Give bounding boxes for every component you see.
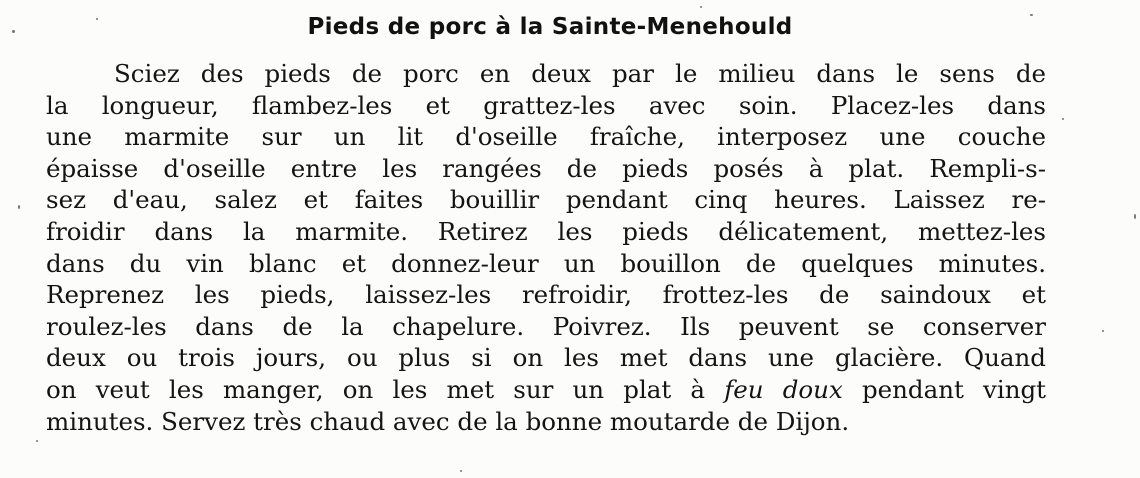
- italic-phrase: feu doux: [724, 374, 843, 404]
- scan-speck: [36, 440, 38, 442]
- text-line: sez d'eau, salez et faites bouillir pendant cinq heures. Laissez re-: [46, 185, 1046, 215]
- text-line: roulez-les dans de la chapelure. Poivrez. Ils peuvent se conserver: [46, 311, 1046, 341]
- text-line: une marmite sur un lit d'oseille fraîche, interposez une couche: [46, 122, 1046, 152]
- scan-speck: [1062, 118, 1064, 120]
- scan-speck: [700, 6, 702, 8]
- text-segment: pendant vingt: [842, 374, 1047, 404]
- scan-speck: [1030, 14, 1033, 16]
- text-line: minutes. Servez très chaud avec de la bonne moutarde de Dijon.: [46, 406, 850, 436]
- scan-speck: [1134, 214, 1136, 219]
- text-line: Reprenez les pieds, laissez-les refroidir, frottez-les de saindoux et: [46, 280, 1046, 310]
- text-line: dans du vin blanc et donnez-leur un bouillon de quelques minutes.: [46, 248, 1046, 278]
- text-line: deux ou trois jours, ou plus si on les met dans une glacière. Quand: [46, 343, 1046, 373]
- scan-speck: [18, 205, 20, 209]
- text-segment: on veut les manger, on les met sur un plat à: [46, 374, 725, 404]
- recipe-title: Pieds de porc à la Sainte-Menehould: [307, 14, 793, 40]
- text-line: épaisse d'oseille entre les rangées de pieds posés à plat. Rempli-s-: [46, 153, 1046, 183]
- scan-speck: [12, 30, 15, 33]
- scan-speck: [96, 18, 98, 20]
- text-line: la longueur, flambez-les et grattez-les avec soin. Placez-les dans: [46, 90, 1046, 120]
- text-line: [46, 374, 1046, 406]
- scan-speck: [460, 470, 462, 472]
- text-line: froidir dans la marmite. Retirez les pieds délicatement, mettez-les: [46, 216, 1046, 246]
- scan-speck: [1102, 330, 1104, 332]
- text-line: Sciez des pieds de porc en deux par le milieu dans le sens de: [114, 59, 1046, 88]
- recipe-paragraph: [46, 58, 1046, 437]
